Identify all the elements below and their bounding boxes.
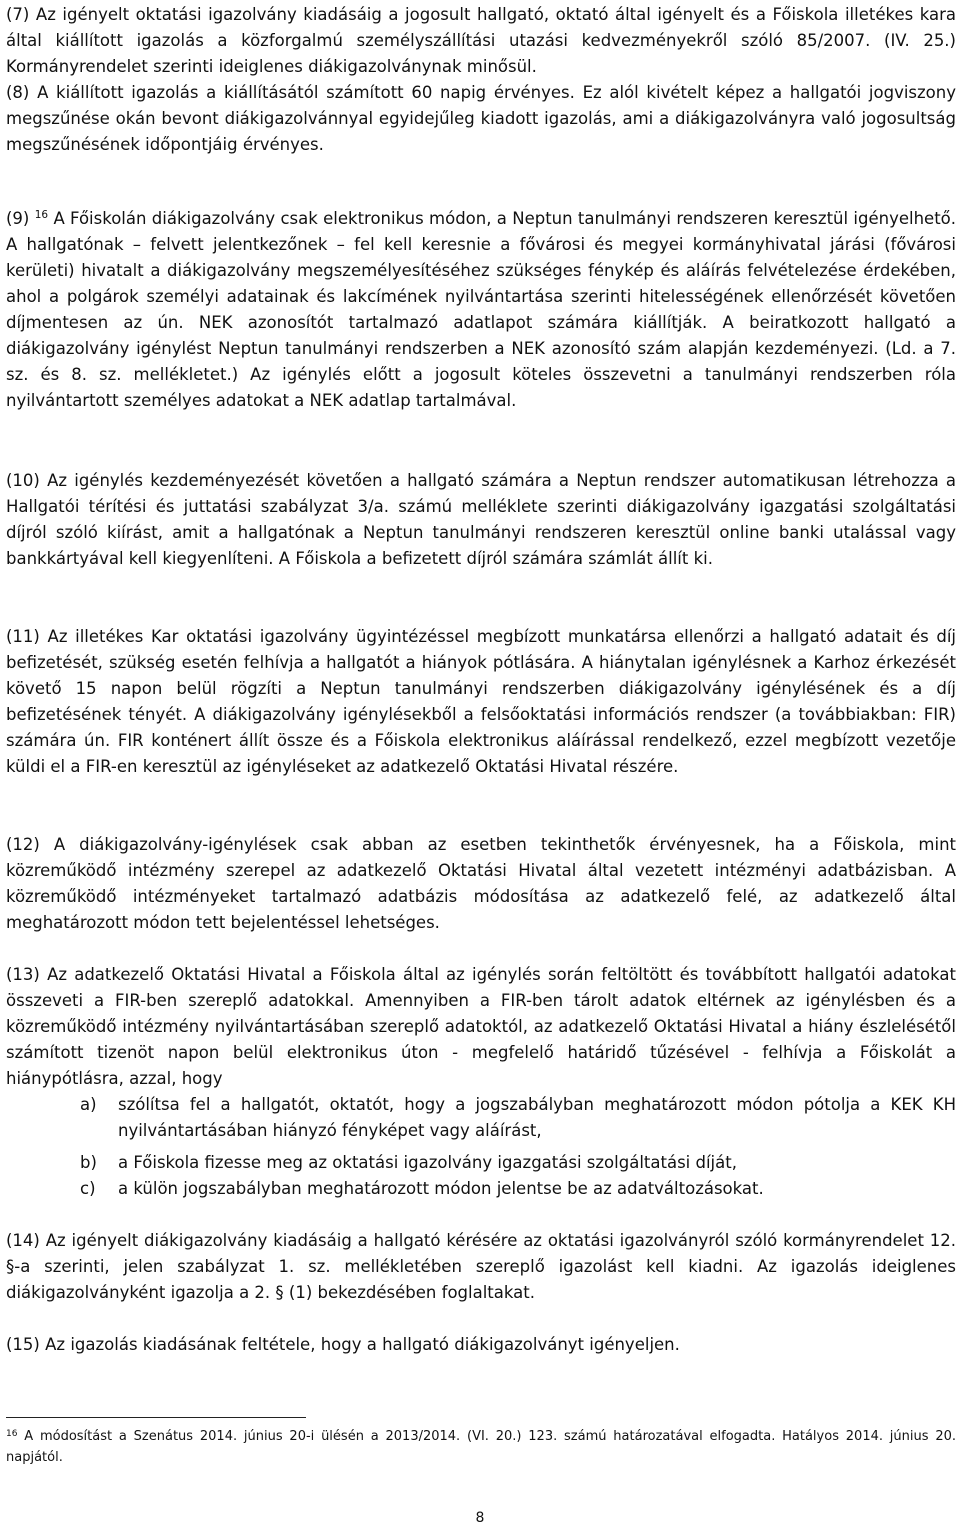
list-item-b: [80, 1150, 956, 1176]
paragraph-number: (13): [6, 965, 40, 984]
paragraph-text: Az igényelt oktatási igazolvány kiadásáig a jogosult hallgató, oktató által igényelt és a Főiskola illetékes kara által kiállított igazolás a közforgalmú személyszállítási utazási kedvezményekről szóló 85/2007. (IV. 25.) Kormányrendelet szerinti ideiglenes diákigazolványnak minősül.: [6, 5, 956, 76]
paragraph-number: (12): [6, 835, 40, 854]
footnote-number: 16: [6, 1429, 18, 1439]
list-text: a külön jogszabályban meghatározott módon jelentse be az adatváltozásokat.: [118, 1179, 764, 1198]
paragraph-11: [6, 624, 956, 780]
paragraph-number: (7): [6, 5, 30, 24]
paragraph-number: (15): [6, 1335, 40, 1354]
paragraph-12: [6, 832, 956, 936]
paragraph-text: Az igazolás kiadásának feltétele, hogy a hallgató diákigazolványt igényeljen.: [45, 1335, 680, 1354]
footnote-divider: [6, 1417, 306, 1418]
paragraph-number: (10): [6, 471, 40, 490]
footnote-text: A módosítást a Szenátus 2014. június 20-i ülésén a 2013/2014. (VI. 20.) 123. számú határozatával elfogadta. Hatályos 2014. június 20. napjától.: [6, 1429, 956, 1465]
paragraph-13: [6, 962, 956, 1092]
list-item-c: [80, 1176, 956, 1202]
paragraph-text: Az igénylés kezdeményezését követően a hallgató számára a Neptun rendszer automatikusan létrehozza a Hallgatói térítési és juttatási szabályzat 3/a. számú melléklete szerinti diákigazolvány igazgatási szolgáltatási díjról szóló kiírást, amit a hallgatónak a Neptun tanulmányi rendszeren keresztül online banki utalással vagy bankkártyával kell kiegyenlíteni. A Főiskola a befizetett díjról számára számlát állít ki.: [6, 471, 956, 568]
paragraph-text: Az adatkezelő Oktatási Hivatal a Főiskola által az igénylés során feltöltött és továbbított hallgatói adatokat összeveti a FIR-ben szereplő adatokkal. Amennyiben a FIR-ben tárolt adatok eltérnek az igénylésben és a közreműködő intézmény nyilvántartásában szereplő adatoktól, az adatkezelő Oktatási Hivatal a hiány észlelésétől számított tizenöt napon belül elektronikus úton - megfelelő határidő tűzésével - felhívja a Főiskolát a hiánypótlásra, azzal, hogy: [6, 965, 956, 1088]
list-text: szólítsa fel a hallgatót, oktatót, hogy a jogszabályban meghatározott módon pótolja a KEK KH nyilvántartásában hiányzó fényképet vagy aláírást,: [118, 1095, 956, 1140]
list-marker: a): [80, 1095, 97, 1114]
paragraph-text: Az illetékes Kar oktatási igazolvány ügyintézéssel megbízott munkatársa ellenőrzi a hallgató adatait és díj befizetését, szükség esetén felhívja a hallgatót a hiányok pótlására. A hiánytalan igénylésnek a Karhoz érkezését követő 15 napon belül rögzíti a Neptun tanulmányi rendszerben diákigazolvány igénylésének és a díj befizetésének tényét. A diákigazolvány igénylésekből a felsőoktatási információs rendszer (a továbbiakban: FIR) számára ún. FIR konténert állít össze és a Főiskola elektronikus aláírással rendelkező, ezzel megbízott vezetője küldi el a FIR-en keresztül az igényléseket az adatkezelő Oktatási Hivatal részére.: [6, 627, 956, 776]
paragraph-number: (14): [6, 1231, 40, 1250]
paragraph-10: [6, 468, 956, 572]
paragraph-8: [6, 80, 956, 158]
paragraph-number: (9): [6, 209, 30, 228]
paragraph-text: A diákigazolvány-igénylések csak abban az esetben tekinthetők érvényesnek, ha a Főiskola, mint közreműködő intézmény szerepel az adatkezelő Oktatási Hivatal által vezetett intézményi adatbázisban. A közreműködő intézményeket tartalmazó adatbázis módosítása az adatkezelő felé, az adatkezelő által meghatározott módon tett bejelentéssel lehetséges.: [6, 835, 956, 932]
paragraph-text: A Főiskolán diákigazolvány csak elektronikus módon, a Neptun tanulmányi rendszeren keresztül igényelhető. A hallgatónak – felvett jelentkezőnek – fel kell keresnie a fővárosi és megyei kormányhivatal járási (fővárosi kerületi) hivatalt a diákigazolvány megszemélyesítéséhez szükséges fénykép és aláírás felvételezése érdekében, ahol a polgárok személyi adatainak és lakcímének nyilvántartása szerinti hitelességének ellenőrzését követően díjmentesen az ún. NEK azonosítót tartalmazó adatlapot számára kiállítják. A beiratkozott hallgató a diákigazolvány igénylést Neptun tanulmányi rendszerben a NEK azonosító szám alapján kezdeményezi. (Ld. a 7. sz. és 8. sz. mellékletet.) Az igénylés előtt a jogosult köteles összevetni a tanulmányi rendszerben róla nyilvántartott személyes adatokat a NEK adatlap tartalmával.: [6, 209, 956, 410]
footnote: [6, 1426, 956, 1468]
paragraph-text: A kiállított igazolás a kiállításától számított 60 napig érvényes. Ez alól kivételt képez a hallgatói jogviszony megszűnése okán bevont diákigazolvánnyal egyidejűleg kiadott igazolás, ami a diákigazolványra való jogosultság megszűnésének időpontjáig érvényes.: [6, 83, 956, 154]
page-number: 8: [475, 1510, 485, 1526]
paragraph-14: [6, 1228, 956, 1306]
list-marker: c): [80, 1179, 96, 1198]
paragraph-number: (8): [6, 83, 30, 102]
list-text: a Főiskola fizesse meg az oktatási igazolvány igazgatási szolgáltatási díját,: [118, 1153, 737, 1172]
paragraph-number: (11): [6, 627, 40, 646]
paragraph-9: [6, 206, 956, 414]
paragraph-15: [6, 1332, 956, 1358]
footnote-reference[interactable]: 16: [34, 209, 49, 221]
list-item-a: [80, 1092, 956, 1144]
paragraph-text: Az igényelt diákigazolvány kiadásáig a hallgató kérésére az oktatási igazolványról szóló kormányrendelet 12. §-a szerinti, jelen szabályzat 1. sz. mellékletében szereplő igazolást kell kiadni. Az igazolás ideiglenes diákigazolványként igazolja a 2. § (1) bekezdésében foglaltakat.: [6, 1231, 957, 1302]
list-marker: b): [80, 1153, 97, 1172]
paragraph-7: [6, 2, 956, 80]
